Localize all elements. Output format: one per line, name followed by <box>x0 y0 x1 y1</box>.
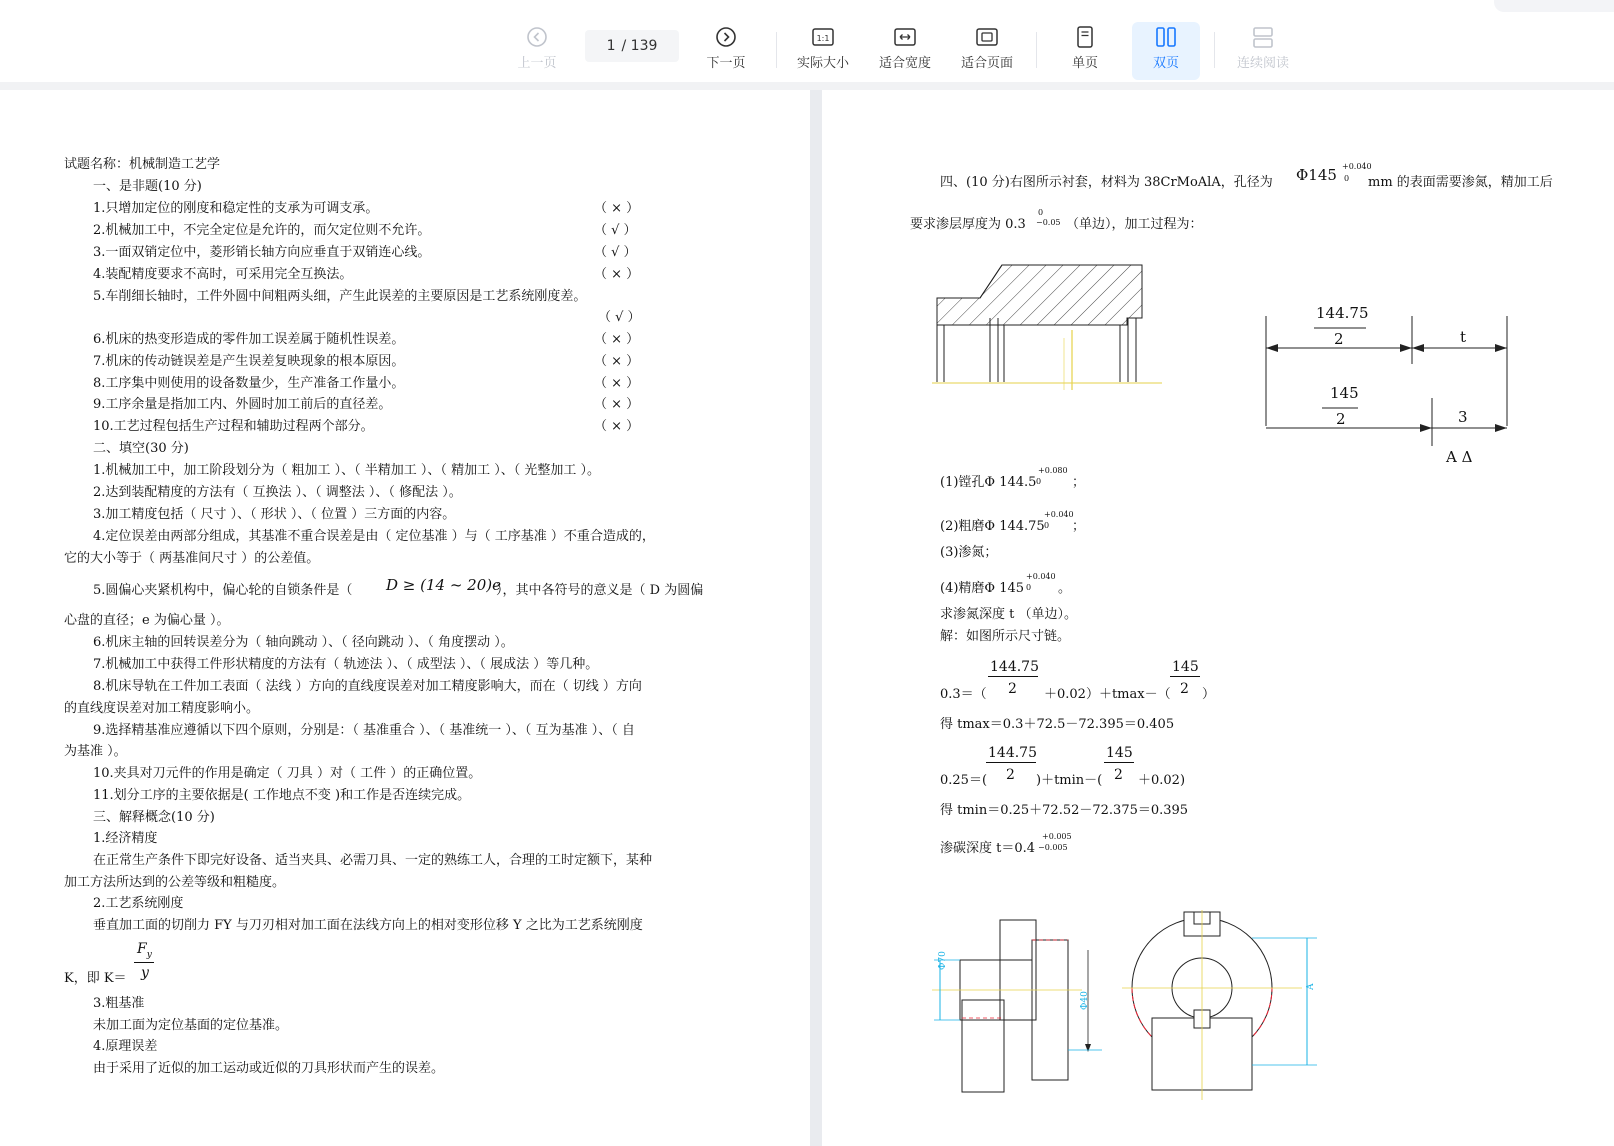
tf-question: 8.工序集中则使用的设备数量少，生产准备工作量小。 <box>93 376 405 391</box>
tf-question: 9.工序余量是指加工内、外圆时加工前后的直径差。 <box>93 397 392 412</box>
tf-answer: （ × ） <box>594 267 640 282</box>
problem-text: mm 的表面需要渗氮，精加工后 <box>1368 175 1553 190</box>
toolbar-divider <box>1036 32 1037 68</box>
fraction-numerator: 144.75 <box>990 659 1039 675</box>
svg-text:1:1: 1:1 <box>816 34 830 43</box>
fill-question: ），其中各符号的意义是（ D 为圆偏 <box>496 583 704 598</box>
next-page-button[interactable] <box>701 22 751 80</box>
page-gap <box>810 90 822 1146</box>
tf-question: 4.装配精度要求不高时，可采用完全互换法。 <box>93 267 353 282</box>
tf-answer: （ √ ） <box>594 223 637 238</box>
tf-answer: （ √ ） <box>594 245 637 260</box>
dim-label: A Δ <box>1446 448 1473 466</box>
tf-question: 7.机床的传动链误差是产生误差复映现象的根本原因。 <box>93 354 405 369</box>
process-step: (1)镗孔Φ 144.5 <box>940 475 1037 490</box>
process-step: (4)精磨Φ 145 <box>940 581 1025 596</box>
toolbar-divider <box>1214 32 1215 68</box>
tolerance-upper: +0.080 <box>1038 466 1068 475</box>
fraction-bar <box>1104 762 1134 763</box>
process-step-end: ； <box>1072 475 1086 490</box>
fit-page-button[interactable] <box>954 22 1020 80</box>
problem-text: 四、(10 分)右图所示衬套，材料为 38CrMoAlA，孔径为 <box>940 175 1273 190</box>
fill-question: 4.定位误差由两部分组成，其基准不重合误差是由（ 定位基准 ）与（ 工序基准 ）不重合造成的， <box>93 529 655 544</box>
page-indicator <box>585 30 679 62</box>
tolerance-lower: −0.005 <box>1038 843 1068 852</box>
question-text: 求渗氮深度 t （单边）。 <box>940 607 1077 622</box>
fill-question: 2.达到装配精度的方法有（ 互换法 ）、（ 调整法 ）、（ 修配法 ）。 <box>93 485 462 500</box>
prev-page-label: 上一页 <box>517 56 557 71</box>
fill-question-cont: 为基准 ）。 <box>64 744 127 759</box>
tolerance-upper: +0.040 <box>1044 510 1074 519</box>
fill-question-cont: 的直线度误差对加工精度影响小。 <box>64 701 260 716</box>
fraction-bar <box>1170 676 1200 677</box>
problem-text: 要求渗层厚度为 0.3 <box>910 217 1026 232</box>
concept-text: 由于采用了近似的加工运动或近似的刀具形状而产生的误差。 <box>93 1061 445 1076</box>
concept-text: 加工方法所达到的公差等级和粗糙度。 <box>64 875 286 890</box>
result-text: 渗碳深度 t＝0.4 <box>940 841 1036 856</box>
process-step-end: ； <box>1072 519 1086 534</box>
fill-question: 8.机床导轨在工件加工表面（ 法线 ）方向的直线度误差对加工精度影响大，而在（ 切线 ）方向 <box>93 679 642 694</box>
single-page-button[interactable] <box>1060 22 1110 80</box>
dim-label-phi-mid: Φ40 <box>1080 991 1090 1010</box>
process-step: (2)粗磨Φ 144.75 <box>940 519 1045 534</box>
result-text: 得 tmin＝0.25＋72.52－72.375＝0.395 <box>940 803 1189 818</box>
equation-part: )＋tmin－( <box>1036 773 1103 788</box>
tolerance-upper: +0.040 <box>1026 572 1056 581</box>
self-lock-formula: D ≥ (14 ~ 20)e <box>386 576 501 594</box>
dimension-chain-diagram <box>1262 296 1542 456</box>
tf-answer: （ × ） <box>594 354 640 369</box>
tf-answer: （ × ） <box>594 397 640 412</box>
continuous-read-icon <box>1251 22 1275 52</box>
actual-size-button[interactable] <box>790 22 856 80</box>
concept-title: 3.粗基准 <box>93 996 145 1011</box>
diameter-symbol: Φ145 <box>1296 166 1337 184</box>
fill-question: 1.机械加工中，加工阶段划分为（ 粗加工 ）、（ 半精加工 ）、（ 精加工 ）、（ 光整加工 ）。 <box>93 463 600 478</box>
tf-question: 5.车削细长轴时，工件外圆中间粗两头细，产生此误差的主要原因是工艺系统刚度差。 <box>93 289 587 304</box>
fraction-denominator: 2 <box>1006 767 1015 783</box>
section-heading: 三、解释概念(10 分) <box>93 810 215 825</box>
right-page <box>822 90 1614 1146</box>
double-page-button[interactable] <box>1132 22 1200 80</box>
tolerance-lower: 0 <box>1344 174 1350 183</box>
process-step-end: 。 <box>1058 581 1072 596</box>
fraction-denominator: 2 <box>1180 681 1189 697</box>
solution-text: 解：如图所示尺寸链。 <box>940 629 1071 644</box>
top-strip <box>0 0 1614 19</box>
concept-text: 垂直加工面的切削力 FY 与刀刃相对加工面在法线方向上的相对变形位移 Y 之比为工艺系统刚度 <box>93 918 643 933</box>
continuous-read-button[interactable] <box>1230 22 1296 80</box>
toolbar-divider <box>776 32 777 68</box>
tolerance-lower: 0 <box>1026 583 1032 592</box>
chevron-right-circle-icon <box>715 22 737 52</box>
section-heading: 二、填空(30 分) <box>93 441 189 456</box>
continuous-read-label: 连续阅读 <box>1236 56 1289 71</box>
tolerance-upper: +0.005 <box>1042 832 1072 841</box>
page-current-input[interactable]: 1 <box>606 38 616 54</box>
actual-size-label: 实际大小 <box>796 56 849 71</box>
fill-question-cont: 它的大小等于（ 两基准间尺寸 ）的公差值。 <box>64 551 320 566</box>
fraction-bar <box>986 762 1036 763</box>
tf-answer: （ × ） <box>594 376 640 391</box>
dim-label-a: A <box>1306 983 1316 990</box>
dim-label-phi-left: Φ70 <box>938 951 948 970</box>
tf-question: 6.机床的热变形造成的零件加工误差属于随机性误差。 <box>93 332 405 347</box>
dim-label: 144.75 <box>1316 304 1369 322</box>
dim-label: 2 <box>1334 330 1344 348</box>
concept-title: 4.原理误差 <box>93 1039 158 1054</box>
fit-width-icon <box>893 22 917 52</box>
top-corner-tab <box>1494 0 1614 12</box>
equation-part: 0.25＝( <box>940 773 988 788</box>
tf-answer: （ × ） <box>594 419 640 434</box>
next-page-label: 下一页 <box>706 56 746 71</box>
fraction-bar <box>988 676 1038 677</box>
fraction-denominator: y <box>141 965 149 981</box>
tf-answer: （ × ） <box>594 201 640 216</box>
problem-text: （单边），加工过程为： <box>1066 217 1203 232</box>
chevron-left-circle-icon <box>526 22 548 52</box>
equation-part: ） <box>1202 687 1216 702</box>
fill-question: 5.圆偏心夹紧机构中，偏心轮的自锁条件是（ <box>93 583 353 598</box>
fixture-drawing <box>932 910 1352 1100</box>
tf-question: 10.工艺过程包括生产过程和辅助过程两个部分。 <box>93 419 374 434</box>
tolerance-upper: 0 <box>1038 208 1044 217</box>
tf-answer: （ × ） <box>594 332 640 347</box>
fraction-numerator: 145 <box>1106 745 1133 761</box>
fit-width-button[interactable] <box>872 22 938 80</box>
concept-title: 2.工艺系统刚度 <box>93 896 184 911</box>
fit-page-label: 适合页面 <box>960 56 1013 71</box>
dim-label: t <box>1460 328 1467 346</box>
process-step: (3)渗氮； <box>940 545 998 560</box>
fill-question: 11.划分工序的主要依据是( 工作地点不变 )和工作是否连续完成。 <box>93 788 471 803</box>
equation-part: ＋0.02）＋tmax－（ <box>1044 687 1171 702</box>
tf-question: 1.只增加定位的刚度和稳定性的支承为可调支承。 <box>93 201 379 216</box>
page-total: / 139 <box>621 38 658 54</box>
fit-page-icon <box>975 22 999 52</box>
tolerance-lower: 0 <box>1044 521 1050 530</box>
dim-label: 2 <box>1336 410 1346 428</box>
concept-title: 1.经济精度 <box>93 831 158 846</box>
dim-label: 145 <box>1330 384 1359 402</box>
fraction-denominator: 2 <box>1008 681 1017 697</box>
exam-title: 试题名称：机械制造工艺学 <box>64 157 221 172</box>
left-page <box>0 90 810 1146</box>
tf-question: 3.一面双销定位中，菱形销长轴方向应垂直于双销连心线。 <box>93 245 431 260</box>
single-page-icon <box>1075 22 1095 52</box>
concept-text: 在正常生产条件下即完好设备、适当夹具、必需刀具、一定的熟练工人，合理的工时定额下，某种 <box>93 853 653 868</box>
fraction-numerator: $F_y$ <box>137 941 152 960</box>
fill-question: 6.机床主轴的回转误差分为（ 轴向跳动 ）、（ 径向跳动 ）、（ 角度摆动 ）。 <box>93 635 514 650</box>
tolerance-upper: +0.040 <box>1342 162 1372 171</box>
tf-question: 2.机械加工中，不完全定位是允许的，而欠定位则不允许。 <box>93 223 431 238</box>
concept-text: K，即 K＝ <box>64 971 127 986</box>
fill-question: 3.加工精度包括（ 尺寸 ）、（ 形状 ）、（ 位置 ）三方面的内容。 <box>93 507 456 522</box>
fraction-numerator: 144.75 <box>988 745 1037 761</box>
fill-question: 7.机械加工中获得工件形状精度的方法有（ 轨迹法 ）、（ 成型法 ）、（ 展成法 ）等几种。 <box>93 657 599 672</box>
prev-page-button[interactable] <box>512 22 562 80</box>
concept-text: 未加工面为定位基面的定位基准。 <box>93 1018 289 1033</box>
viewer-toolbar <box>0 18 1614 82</box>
tolerance-lower: 0 <box>1036 477 1042 486</box>
dim-label: 3 <box>1458 408 1468 426</box>
section-heading: 一、是非题(10 分) <box>93 179 202 194</box>
fraction-numerator: 145 <box>1172 659 1199 675</box>
result-text: 得 tmax＝0.3＋72.5－72.395＝0.405 <box>940 717 1175 732</box>
fill-question: 9.选择精基准应遵循以下四个原则，分别是：（ 基准重合 ）、（ 基准统一 ）、（ 互为基准 ）、（ 自 <box>93 723 635 738</box>
single-page-label: 单页 <box>1071 56 1098 71</box>
actual-size-icon <box>811 22 835 52</box>
equation-part: 0.3＝（ <box>940 687 987 702</box>
fit-width-label: 适合宽度 <box>878 56 931 71</box>
fraction-denominator: 2 <box>1114 767 1123 783</box>
bushing-section-drawing <box>932 260 1172 390</box>
tolerance-lower: −0.05 <box>1036 218 1061 227</box>
fill-question-cont: 心盘的直径；e 为偏心量 ）。 <box>64 613 230 628</box>
fill-question: 10.夹具对刀元件的作用是确定（ 刀具 ）对（ 工件 ）的正确位置。 <box>93 766 482 781</box>
double-page-label: 双页 <box>1152 56 1179 71</box>
tf-answer: （ √ ） <box>598 310 641 325</box>
equation-part: ＋0.02) <box>1138 773 1186 788</box>
double-page-icon <box>1154 22 1178 52</box>
